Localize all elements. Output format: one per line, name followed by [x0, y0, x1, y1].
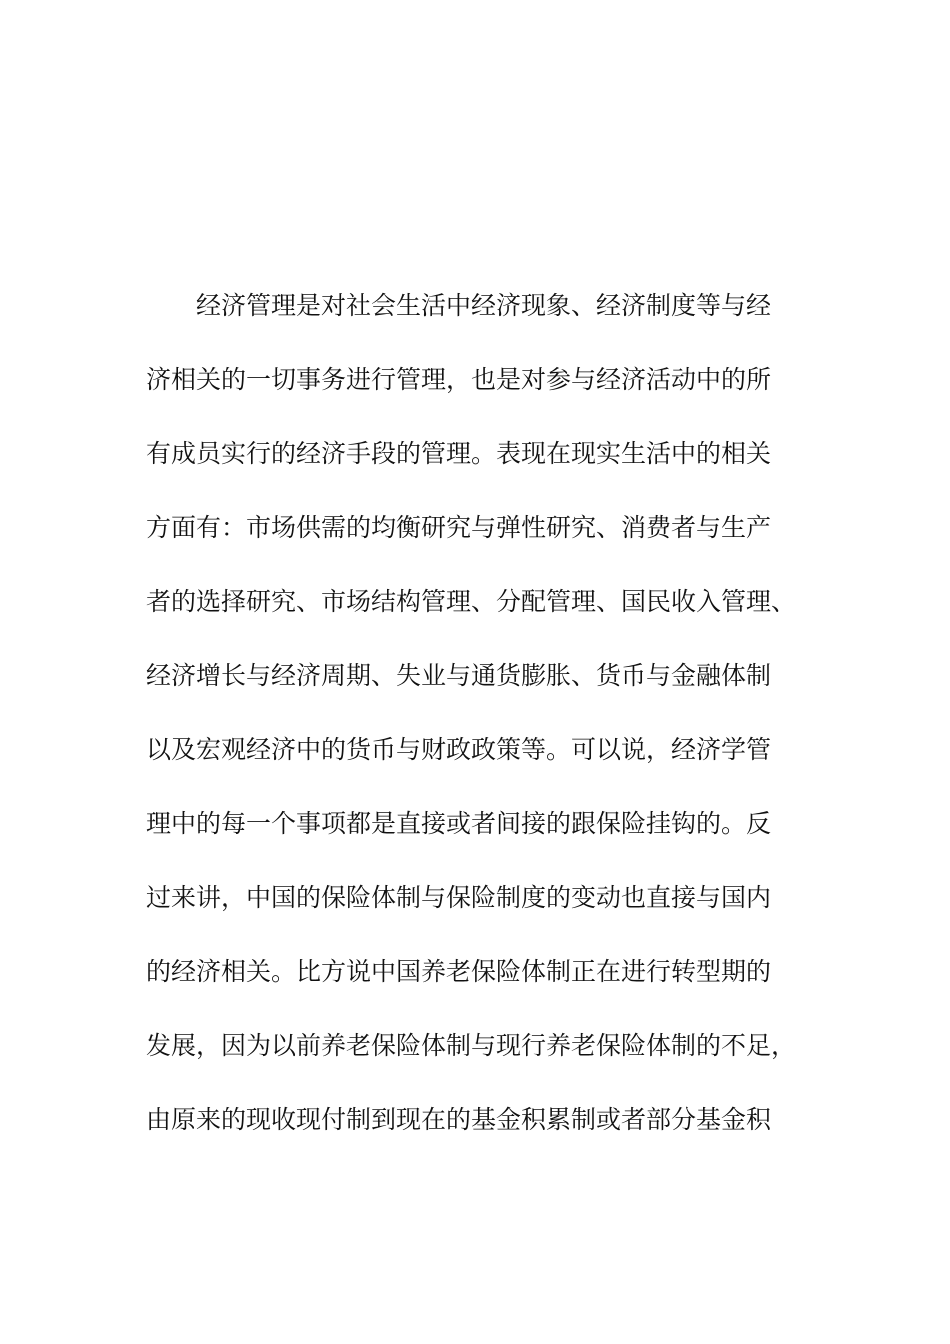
paragraph-line: 有成员实行的经济手段的管理。表现在现实生活中的相关 — [146, 439, 772, 468]
paragraph-line: 者的选择研究、市场结构管理、分配管理、国民收入管理、 — [146, 587, 797, 616]
paragraph-line: 的经济相关。比方说中国养老保险体制正在进行转型期的 — [146, 957, 772, 986]
paragraph-line: 过来讲，中国的保险体制与保险制度的变动也直接与国内 — [146, 883, 772, 912]
paragraph-line: 方面有：市场供需的均衡研究与弹性研究、消费者与生产 — [146, 513, 772, 542]
paragraph-line: 济相关的一切事务进行管理，也是对参与经济活动中的所 — [146, 365, 772, 394]
paragraph-line: 由原来的现收现付制到现在的基金积累制或者部分基金积 — [146, 1105, 772, 1134]
paragraph-line: 经济增长与经济周期、失业与通货膨胀、货币与金融体制 — [146, 661, 772, 690]
paragraph-line: 经济管理是对社会生活中经济现象、经济制度等与经 — [196, 291, 772, 320]
body-paragraph — [146, 284, 806, 1172]
paragraph-line: 理中的每一个事项都是直接或者间接的跟保险挂钩的。反 — [146, 809, 772, 838]
paragraph-line: 发展，因为以前养老保险体制与现行养老保险体制的不足， — [146, 1031, 797, 1060]
paragraph-line: 以及宏观经济中的货币与财政政策等。可以说，经济学管 — [146, 735, 772, 764]
